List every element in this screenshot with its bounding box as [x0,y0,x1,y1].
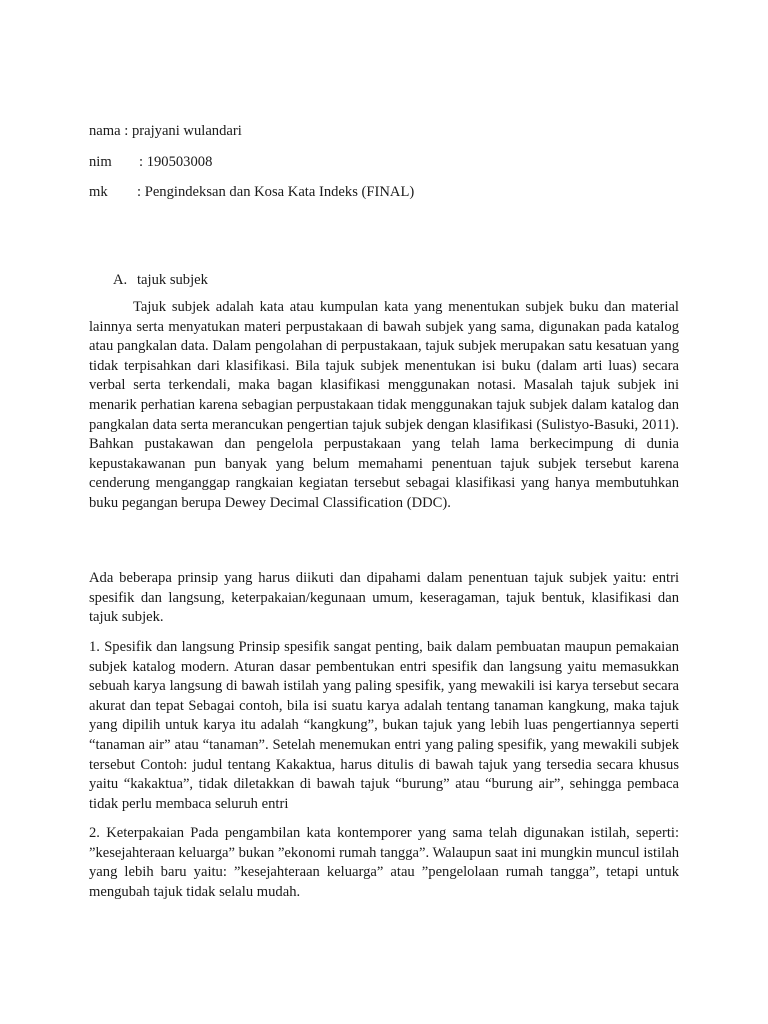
nim-label: nim [89,154,112,170]
section-heading [113,270,208,290]
section-title: tajuk subjek [137,272,208,288]
nama-value: : prajyani wulandari [120,123,242,139]
header-nama [89,121,242,141]
paragraph-principles: Ada beberapa prinsip yang harus diikuti dan dipahami dalam penentuan tajuk subjek yaitu: entri spesifik dan langsung, keterpakaian/kegunaan umum, keseragaman, tajuk bentuk, klasifikasi dan tajuk subjek. [89,570,679,626]
paragraph-intro: Tajuk subjek adalah kata atau kumpulan kata yang menentukan subjek buku dan material lainnya serta menyatukan materi perpustakaan di bawah subjek yang sama, digunakan pada katalog atau pangkalan data. Dalam pengolahan di perpustakaan, tajuk subjek merupakan satu kesatuan yang tidak terpisahkan dari klasifikasi. Bila tajuk subjek menentukan isi buku (dalam arti luas) secara verbal serta terkendali, maka bagan klasifikasi menggunakan notasi. Masalah tajuk subjek ini menarik perhatian karena sebagian perpustakaan tidak menggunakan tajuk subjek dalam katalog dan pangkalan data serta merancukan pengertian tajuk subjek dengan klasifikasi (Sulistyo-Basuki, 2011). Bahkan pustakawan dan pengelola perpustakaan yang telah lama berkecimpung di dunia kepustakawanan pun banyak yang belum memahami penentuan tajuk subjek tersebut karena cenderung menganggap rangkaian kegiatan tersebut sebagai klasifikasi yang hanya membutuhkan buku pegangan berupa Dewey Decimal Classification (DDC). [89,299,679,511]
list-item-1: 1. Spesifik dan langsung Prinsip spesifik sangat penting, baik dalam pembuatan maupun pemakaian subjek katalog modern. Aturan dasar pembentukan entri spesifik dan langsung yaitu memasukkan sebuah karya langsung di bawah istilah yang paling spesifik, yang mewakili isi karya tersebut secara akurat dan tepat Sebagai contoh, bila isi suatu karya adalah tentang tanaman kangkung, maka tajuk yang dipilih untuk karya itu adalah “kangkung”, bukan tajuk yang lebih luas pengertiannya seperti “tanaman air” atau “tanaman”. Setelah menemukan entri yang paling spesifik, yang mewakili subjek tersebut Contoh: judul tentang Kakaktua, harus ditulis di bawah tajuk yang tersedia secara khusus yaitu “kakaktua”, tidak diletakkan di bawah tajuk “burung” atau “burung air”, sehingga pembaca tidak perlu membaca seluruh entri [89,639,679,812]
list-item-2: 2. Keterpakaian Pada pengambilan kata kontemporer yang sama telah digunakan istilah, seperti: ”kesejahteraan keluarga” bukan ”ekonomi rumah tangga”. Walaupun saat ini mungkin muncul istilah yang lebih baru yaitu: ”kesejahteraan keluarga” atau ”pengelolaan rumah tangga”, tetapi untuk mengubah tajuk tidak selalu mudah. [89,825,679,900]
section-letter: A. [113,272,128,288]
mk-value: : Pengindeksan dan Kosa Kata Indeks (FINAL) [137,184,415,200]
header-nim [89,152,212,172]
header-mk [89,182,414,202]
mk-label: mk [89,184,108,200]
nama-label: nama [89,123,121,139]
nim-value: : 190503008 [139,154,213,170]
